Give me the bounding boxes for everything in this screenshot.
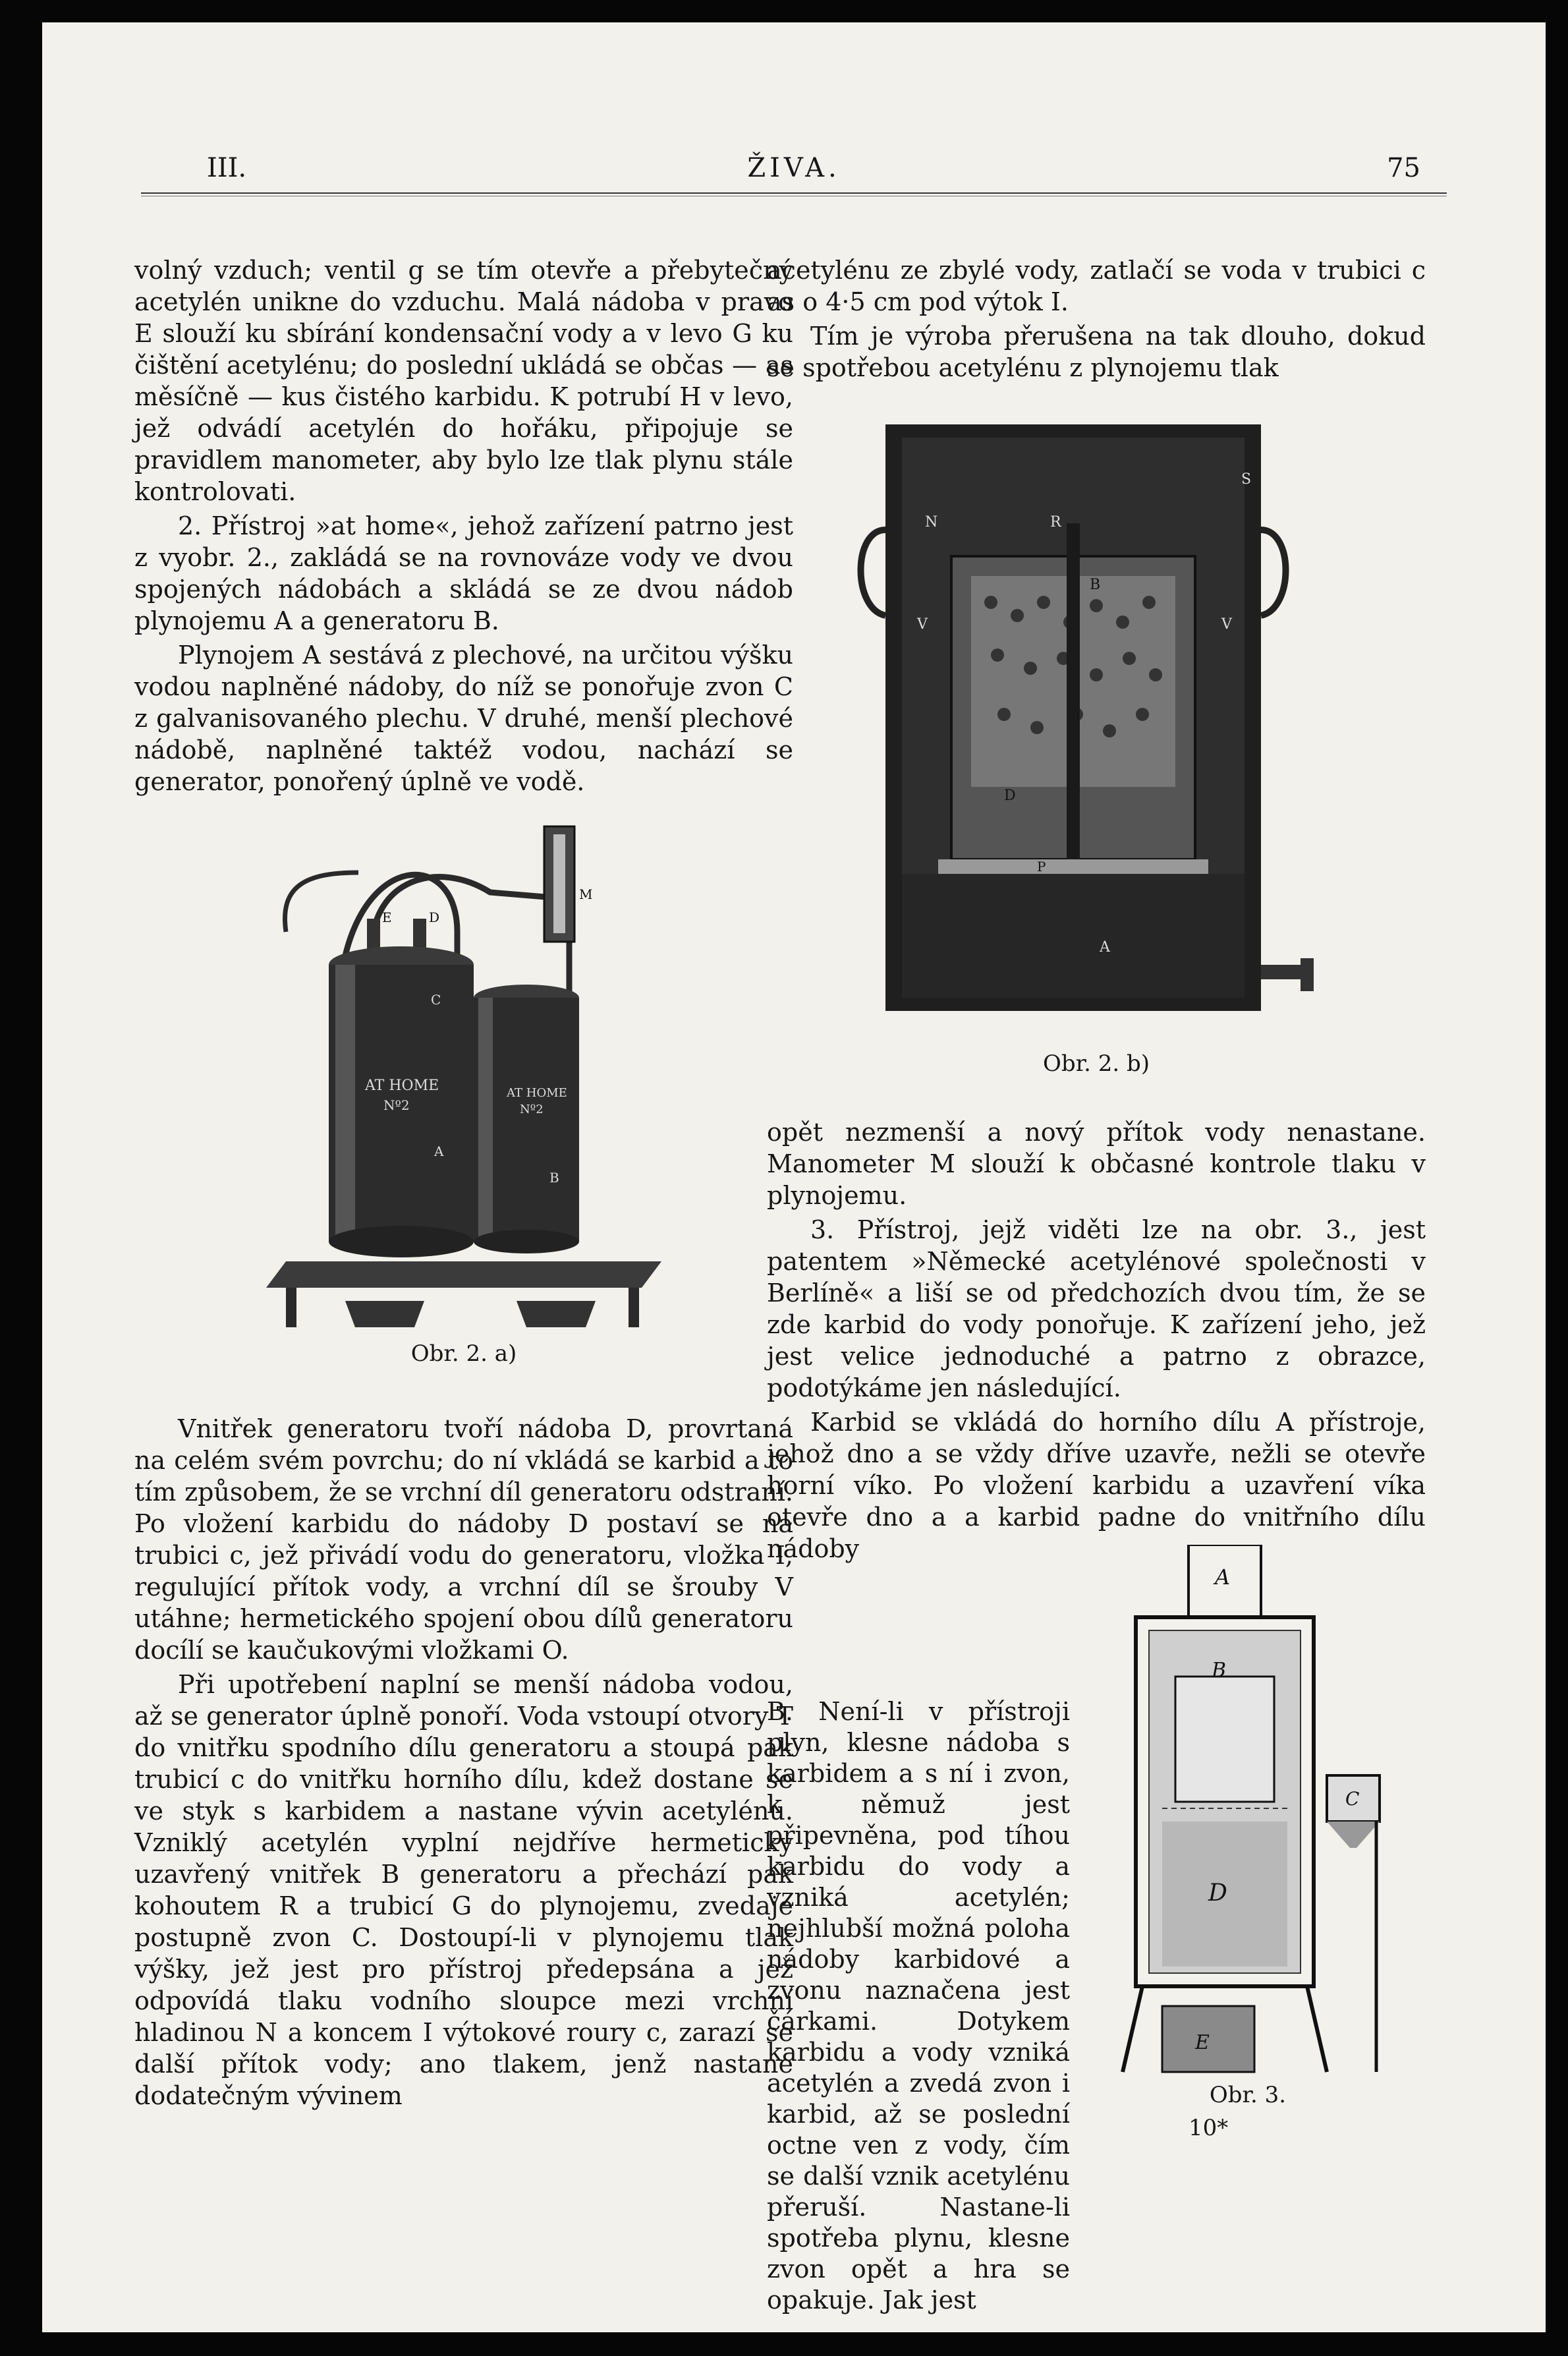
figure-label: M [579, 886, 593, 902]
paragraph: opět nezmenší a nový přítok vody nenastane. Manometer M slouží k občasné kontrole tlaku v plynojemu. [767, 1118, 1426, 1210]
figure-3-caption: Obr. 3. [1209, 2082, 1287, 2108]
figure-label: E [382, 909, 392, 925]
left-column-bottom [134, 1413, 793, 2114]
paragraph: Karbid se vkládá do horního dílu A přístroje, jehož dno a se vždy dříve uzavře, nežli se otevře horní víko. Po vložení karbidu a uzavření víka otevře dno a a karbid padne do vnitřního dílu nádoby [767, 1408, 1426, 1563]
figure-2a-caption: Obr. 2. a) [410, 1340, 517, 1367]
right-column-middle [767, 1116, 1426, 1567]
paragraph: B. Není-li v přístroji plyn, klesne nádoba s karbidem a s ní i zvon, k němuž jest připevněna, pod tíhou karbidu do vody a vzniká acetylén; nejhlubší možná poloha nádoby karbidové a zvonu naznačena jest čárkami. Dotykem karbidu a vody vzniká acetylén a zvedá zvon i karbid, až se poslední octne ven z vody, čím se další vznik acetylénu přeruší. Nastane-li spotřeba plynu, klesne zvon opět a hra se opakuje. Jak jest [767, 1697, 1070, 2314]
figure-label: AT HOME [365, 1077, 439, 1094]
figure-2a-illustration [240, 800, 688, 1327]
figure-label: AT HOME [507, 1086, 567, 1100]
paragraph: 2. Přístroj »at home«, jehož zařízení patrno jest z vyobr. 2., zakládá se na rovnováze vody ve dvou spojených nádobách a skládá se ze dvou nádob plynojemu A a generatoru B. [134, 511, 793, 635]
figure-label: A [434, 1143, 444, 1159]
volume-number: III. [207, 153, 247, 183]
pipe [285, 873, 358, 932]
paragraph: Tím je výroba přerušena na tak dlouho, dokud se spotřebou acetylénu z plynojemu tlak [767, 322, 1426, 382]
figure-label: A [1215, 1565, 1231, 1590]
figure-3-illustration [1103, 1545, 1399, 2085]
figure-label: D [429, 909, 440, 925]
signature-mark: 10* [1189, 2115, 1229, 2141]
figure-label: E [1195, 2031, 1210, 2054]
figure-label: B [1090, 577, 1101, 593]
bucket [517, 1301, 596, 1327]
left-column-top [134, 254, 793, 800]
figure-label: V [1221, 616, 1232, 633]
figure-label: P [1037, 859, 1046, 875]
paragraph: Při upotřebení naplní se menší nádoba vodou, až se generator úplně ponoří. Voda vstoupí otvory T do vnitřku spodního dílu generatoru a stoupá pak trubicí c do vnitřku horního dílu, kdež dostane se ve styk s karbidem a nastane vývin acetylénu. Vzniklý acetylén vyplní nejdříve hermeticky uzavřený vnitřek B generatoru a přechází pak kohoutem R a trubicí G do plynojemu, zvedaje postupně zvon C. Dostoupí-li v plynojemu tlak výšky, jež jest pro přístroj předepsána a jež odpovídá tlaku vodního sloupce mezi vrchní hladinou N a koncem I výtokové roury c, zarazí se další přítok vody; ano tlakem, jenž nastane dodatečným vývinem [134, 1670, 793, 2110]
paragraph: Plynojem A sestává z plechové, na určitou výšku vodou naplněné nádoby, do níž se ponořuje zvon C z galvanisovaného plechu. V druhé, menší plechové nádobě, naplněné taktéž vodou, nachází se generator, ponořený úplně ve vodě. [134, 641, 793, 796]
figure-label: D [1208, 1880, 1227, 1907]
figure-label: R [1050, 514, 1061, 531]
header-rule [141, 192, 1447, 196]
figure-label: B [1212, 1659, 1227, 1682]
right-column-top [767, 254, 1426, 386]
paragraph: acetylénu ze zbylé vody, zatlačí se voda v trubici c as o 4·5 cm pod výtok I. [767, 256, 1426, 316]
bell [1175, 1677, 1274, 1802]
figure-label: S [1241, 471, 1252, 488]
figure-label: Nº2 [383, 1097, 410, 1113]
figure-2b-illustration [839, 405, 1353, 1031]
journal-title: ŽIVA. [747, 153, 841, 183]
figure-label: Nº2 [520, 1103, 544, 1116]
figure-label: B [549, 1170, 559, 1186]
stand [266, 1261, 661, 1288]
bucket [345, 1301, 424, 1327]
paragraph: volný vzduch; ventil g se tím otevře a přebytečný acetylén unikne do vzduchu. Malá nádoba v pravo E slouží ku sbírání kondensační vody a v levo G ku čištění acetylénu; do poslední ukládá se občas — as měsíčně — kus čistého karbidu. K potrubí H v levo, jež odvádí acetylén do hořáku, připojuje se pravidlem manometer, aby bylo lze tlak plynu stále kontrolovati. [134, 256, 793, 506]
right-column-narrow [767, 1696, 1070, 2318]
figure-2b-caption: Obr. 2. b) [1042, 1050, 1150, 1077]
page-number: 75 [1387, 153, 1420, 183]
figure-label: C [431, 992, 441, 1008]
paragraph: 3. Přístroj, jejž viděti lze na obr. 3., jest patentem »Německé acetylénové společnosti v Berlíně« a liší se od předchozích dvou tím, že se zde karbid do vody ponořuje. K zařízení jeho, jež jest velice jednoduché a patrno z obrazce, podotýkáme jen následující. [767, 1215, 1426, 1402]
paragraph: Vnitřek generatoru tvoří nádoba D, provrtaná na celém svém povrchu; do ní vkládá se karbid a to tím způsobem, že se vrchní díl generatoru odstraní. Po vložení karbidu do nádoby D postaví se na trubici c, jež přivádí vodu do generatoru, vložka I, regulující přítok vody, a vrchní díl se šrouby V utáhne; hermetického spojení obou dílů generatoru docílí se kaučukovými vložkami O. [134, 1414, 793, 1665]
figure-label: A [1100, 939, 1110, 956]
running-header [167, 148, 1420, 187]
figure-label: V [917, 616, 928, 633]
figure-label: N [925, 514, 938, 531]
figure-label: D [1004, 788, 1016, 804]
figure-label: C [1345, 1788, 1360, 1810]
page [42, 22, 1546, 2332]
